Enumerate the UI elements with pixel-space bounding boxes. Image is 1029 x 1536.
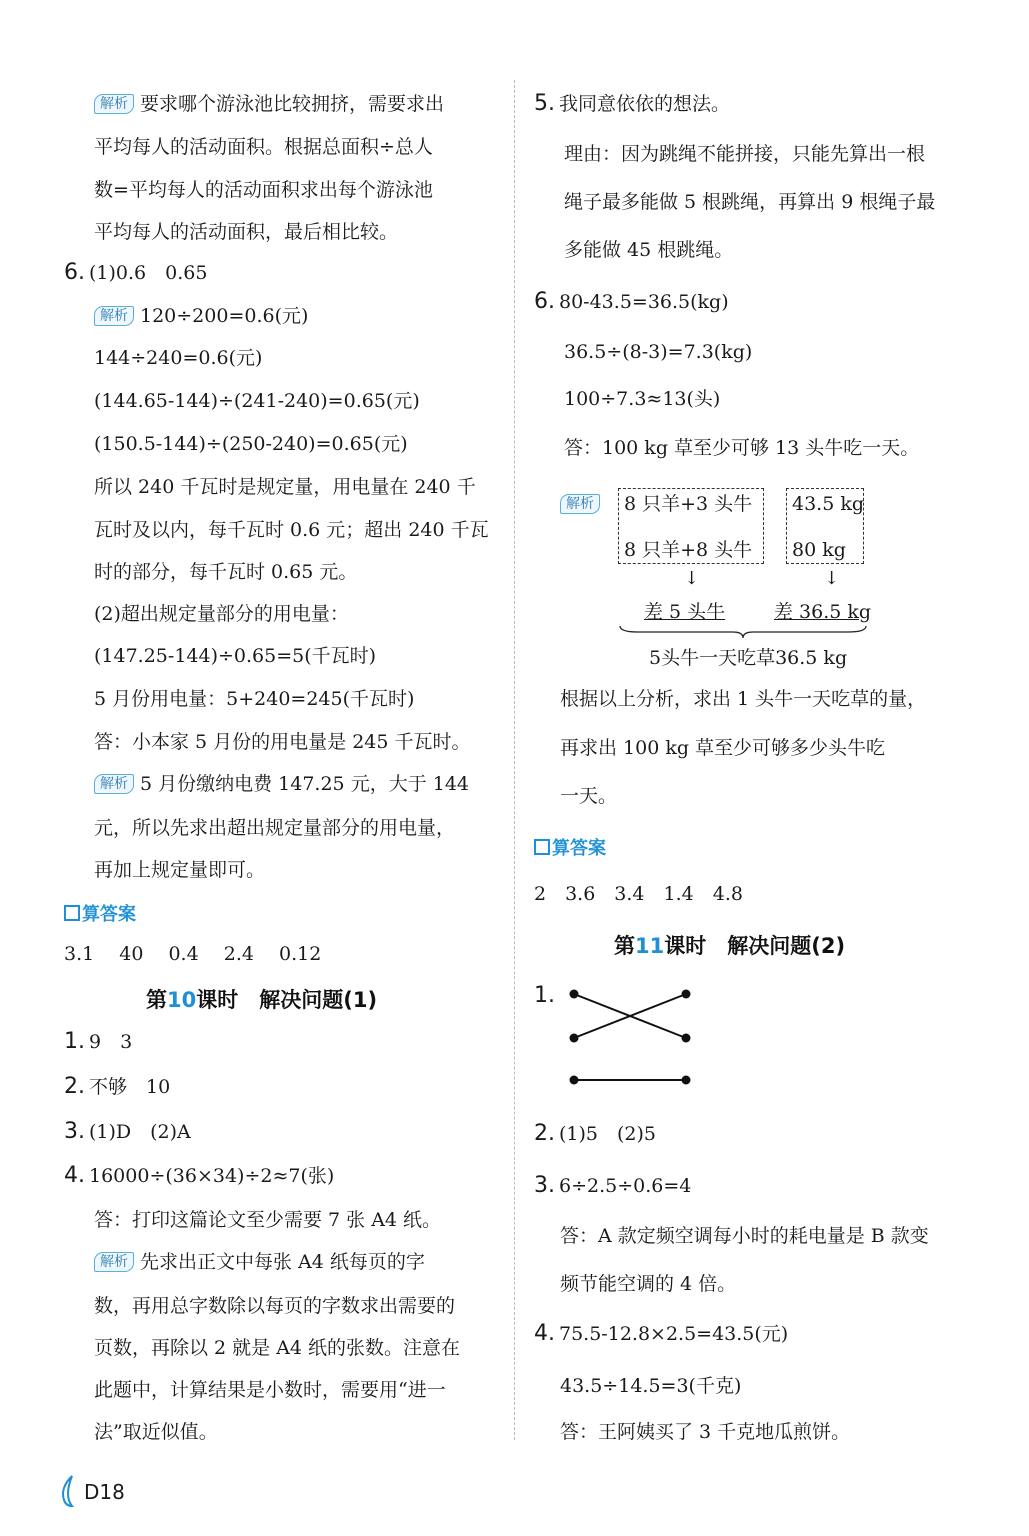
question-6: 6. (1)0.6 0.65 (64, 260, 208, 285)
text-line: 5 月份用电量：5+240=245(千瓦时) (94, 688, 415, 710)
text-line: 平均每人的活动面积，最后相比较。 (94, 221, 399, 243)
text-line: 页数，再除以 2 就是 A4 纸的张数。注意在 (94, 1337, 461, 1359)
text-line: 绳子最多能做 5 根跳绳，再算出 9 根绳子最 (564, 191, 936, 213)
oral-answers: 3.1 40 0.4 2.4 0.12 (64, 943, 322, 965)
text-line: 法”取近似值。 (94, 1421, 218, 1443)
analysis-line: 解析 120÷200=0.6(元) (94, 302, 308, 330)
text-line: 再加上规定量即可。 (94, 859, 266, 881)
diagram-label: 8 只羊+8 头牛 (624, 539, 753, 561)
analysis-tag-line (560, 490, 606, 518)
diagram-label: 8 只羊+3 头牛 (624, 493, 753, 515)
answer-4: 4. 75.5-12.8×2.5=43.5(元) (534, 1321, 789, 1346)
text-line: 一天。 (560, 785, 618, 807)
question-5: 5. 我同意依依的想法。 (534, 91, 731, 116)
analysis-tag: 解析 (560, 494, 600, 514)
diagram-label: 80 kg (792, 539, 846, 561)
answer-1: 1. 9 3 (64, 1029, 133, 1054)
analysis-line: 解析 要求哪个游泳池比较拥挤，需要求出 (94, 90, 444, 118)
text-line: 多能做 45 根跳绳。 (564, 239, 734, 261)
diagram-label: 5头牛一天吃草36.5 kg (649, 647, 848, 669)
down-arrow-icon: ↓ (824, 568, 840, 589)
analysis-line: 解析 5 月份缴纳电费 147.25 元，大于 144 (94, 770, 469, 798)
answer-line: 答：打印这篇论文至少需要 7 张 A4 纸。 (94, 1209, 442, 1231)
answer-2: 2. (1)5 (2)5 (534, 1121, 657, 1146)
answer-line: 答：王阿姨买了 3 千克地瓜煎饼。 (560, 1421, 851, 1443)
diagram-label: 差 5 头牛 (644, 601, 726, 623)
text-line: 36.5÷(8-3)=7.3(kg) (564, 341, 753, 363)
diagram-label: 43.5 kg (792, 493, 865, 515)
down-arrow-icon: ↓ (684, 568, 700, 589)
square-icon (64, 905, 80, 921)
text-line: 数，再用总字数除以每页的字数求出需要的 (94, 1295, 456, 1317)
oral-answer-title: 算答案 (534, 834, 606, 860)
text-line: 144÷240=0.6(元) (94, 347, 263, 369)
brace-icon (618, 624, 868, 640)
column-divider (514, 80, 515, 1440)
answer-line: 答：小本家 5 月份的用电量是 245 千瓦时。 (94, 731, 471, 753)
text-line: 频节能空调的 4 倍。 (560, 1273, 737, 1295)
text-line: 再求出 100 kg 草至少可够多少头牛吃 (560, 737, 886, 759)
leaf-icon (58, 1474, 84, 1508)
text-line: 43.5÷14.5=3(千克) (560, 1375, 742, 1397)
text-line: 瓦时及以内，每千瓦时 0.6 元；超出 240 千瓦 (94, 519, 489, 541)
matching-diagram (564, 986, 694, 1086)
question-6: 6. 80-43.5=36.5(kg) (534, 289, 729, 314)
text-line: (150.5-144)÷(250-240)=0.65(元) (94, 433, 408, 455)
analysis-tag: 解析 (94, 774, 134, 794)
answer-4: 4. 16000÷(36×34)÷2≈7(张) (64, 1163, 335, 1188)
text-line: (147.25-144)÷0.65=5(千瓦时) (94, 645, 377, 667)
text-line: 100÷7.3≈13(头) (564, 388, 721, 410)
lesson-heading: 第10课时 解决问题(1) (146, 988, 378, 1012)
answer-3: 3. (1)D (2)A (64, 1119, 191, 1144)
analysis-tag: 解析 (94, 306, 134, 326)
lesson-heading: 第11课时 解决问题(2) (614, 934, 846, 958)
analysis-tag: 解析 (94, 1252, 134, 1272)
analysis-line: 解析 先求出正文中每张 A4 纸每页的字 (94, 1248, 425, 1276)
answer-3: 3. 6÷2.5÷0.6=4 (534, 1173, 692, 1198)
text-line: 时的部分，每千瓦时 0.65 元。 (94, 561, 358, 583)
text-line: (144.65-144)÷(241-240)=0.65(元) (94, 390, 420, 412)
diagram-label: 差 36.5 kg (774, 601, 872, 623)
answer-line: 答：A 款定频空调每小时的耗电量是 B 款变 (560, 1225, 929, 1247)
text-line: (2)超出规定量部分的用电量： (94, 603, 349, 625)
text-line: 理由：因为跳绳不能拼接，只能先算出一根 (564, 143, 926, 165)
answer-1: 1. (534, 983, 555, 1008)
square-icon (534, 839, 550, 855)
text-line: 此题中，计算结果是小数时，需要用“进一 (94, 1379, 446, 1401)
text-line: 根据以上分析，求出 1 头牛一天吃草的量， (560, 688, 927, 710)
text-line: 数=平均每人的活动面积求出每个游泳池 (94, 179, 433, 201)
analysis-tag: 解析 (94, 94, 134, 114)
text-line: 平均每人的活动面积。根据总面积÷总人 (94, 136, 433, 158)
text-line: 元，所以先求出超出规定量部分的用电量， (94, 817, 456, 839)
oral-answers: 2 3.6 3.4 1.4 4.8 (534, 883, 743, 905)
text-line: 所以 240 千瓦时是规定量，用电量在 240 千 (94, 476, 476, 498)
page-number: D18 (62, 1480, 125, 1504)
answer-line: 答：100 kg 草至少可够 13 头牛吃一天。 (564, 437, 920, 459)
answer-2: 2. 不够 10 (64, 1074, 171, 1099)
oral-answer-title: 算答案 (64, 900, 136, 926)
